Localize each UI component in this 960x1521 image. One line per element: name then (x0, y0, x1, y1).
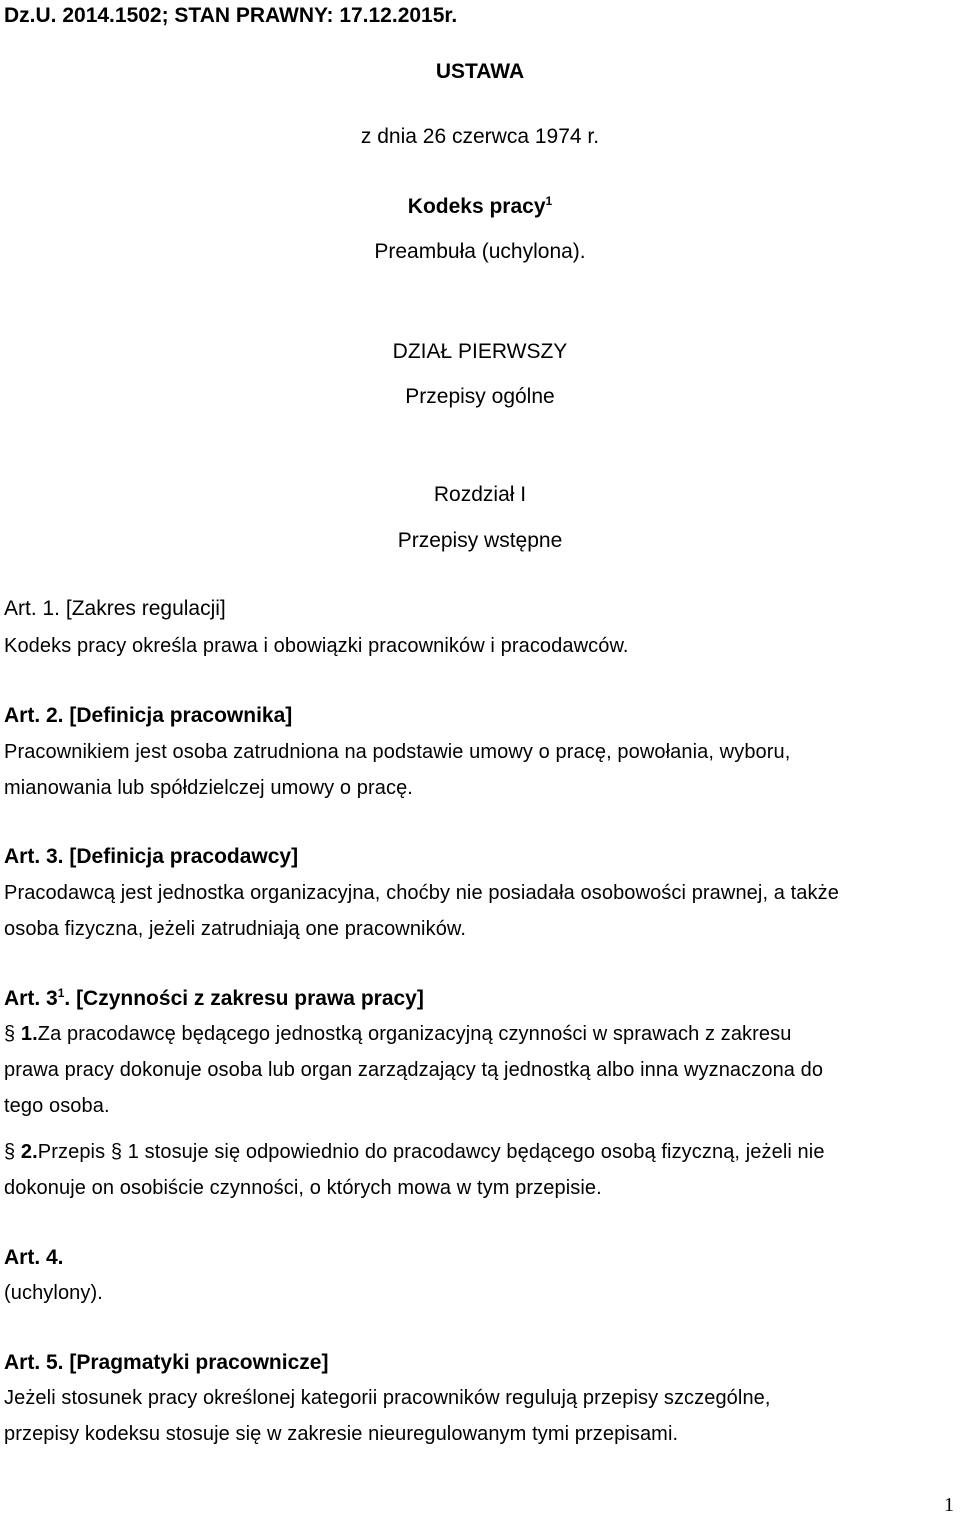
paragraph-2-line-1 (4, 1141, 825, 1164)
article-title: [Zakres regulacji] (65, 597, 226, 620)
article-4-heading: Art. 4. (4, 1246, 64, 1269)
article-title: [Definicja pracownika] (69, 704, 293, 727)
article-1-heading (4, 597, 226, 621)
article-number-main: Art. 3 (4, 987, 58, 1010)
act-name (0, 195, 960, 219)
act-date: z dnia 26 czerwca 1974 r. (360, 125, 600, 148)
act-title: USTAWA (435, 60, 525, 83)
paragraph-2-line-2: dokonuje on osobiście czynności, o których mowa w tym przepisie. (4, 1177, 602, 1199)
article-5-line-2: przepisy kodeksu stosuje się w zakresie nieuregulowanym tymi przepisami. (4, 1423, 679, 1445)
paragraph-number: 1. (20, 1023, 38, 1045)
division-label: DZIAŁ PIERWSZY (392, 340, 568, 363)
article-number-tail: . (64, 987, 71, 1010)
document-header: Dz.U. 2014.1502; STAN PRAWNY: 17.12.2015r. (4, 4, 458, 27)
article-5-heading (4, 1351, 328, 1375)
article-2-heading (4, 704, 292, 728)
article-title: [Pragmatyki pracownicze] (69, 1351, 329, 1374)
section-sign: § (4, 1141, 16, 1163)
preamble: Preambuła (uchylona). (374, 240, 586, 263)
chapter-name: Przepisy wstępne (397, 529, 563, 552)
article-title: [Czynności z zakresu prawa pracy] (76, 987, 424, 1010)
paragraph-text: Za pracodawcę będącego jednostką organizacyjną czynności w sprawach z zakresu (37, 1023, 792, 1045)
division-name: Przepisy ogólne (405, 385, 555, 408)
footnote-ref: 1 (545, 194, 553, 208)
article-3-heading (4, 845, 298, 869)
article-number: Art. 3. (4, 845, 64, 868)
article-2-line-2: mianowania lub spółdzielczej umowy o pracę. (4, 777, 413, 799)
section-sign: § (4, 1023, 16, 1045)
article-1-text: Kodeks pracy określa prawa i obowiązki pracowników i pracodawców. (4, 635, 629, 657)
paragraph-1-line-2: prawa pracy dokonuje osoba lub organ zarządzający tą jednostką albo inna wyznaczona do (4, 1059, 824, 1081)
article-number: Art. 2. (4, 704, 64, 727)
page-number: 1 (944, 1494, 954, 1516)
chapter-label: Rozdział I (433, 483, 527, 506)
article-4-text: (uchylony). (4, 1282, 103, 1304)
paragraph-number: 2. (20, 1141, 38, 1163)
paragraph-text: Przepis § 1 stosuje się odpowiednio do pracodawcy będącego osobą fizyczną, jeżeli nie (37, 1141, 825, 1163)
act-name-text: Kodeks pracy (407, 195, 546, 218)
article-3-line-2: osoba fizyczna, jeżeli zatrudniają one pracowników. (4, 918, 467, 940)
article-3-line-1: Pracodawcą jest jednostka organizacyjna, choćby nie posiadała osobowości prawnej, a także (4, 882, 839, 904)
article-5-line-1: Jeżeli stosunek pracy określonej kategorii pracowników regulują przepisy szczególne, (4, 1387, 771, 1409)
article-3-1-heading (4, 987, 424, 1011)
article-title: [Definicja pracodawcy] (69, 845, 299, 868)
article-number-sup: 1 (57, 986, 65, 1000)
paragraph-1-line-3: tego osoba. (4, 1095, 110, 1117)
article-number: Art. 5. (4, 1351, 64, 1374)
article-number: Art. 1. (4, 597, 61, 620)
article-number (4, 987, 70, 1010)
paragraph-1-line-1 (4, 1023, 791, 1046)
article-2-line-1: Pracownikiem jest osoba zatrudniona na podstawie umowy o pracę, powołania, wyboru, (4, 741, 791, 763)
